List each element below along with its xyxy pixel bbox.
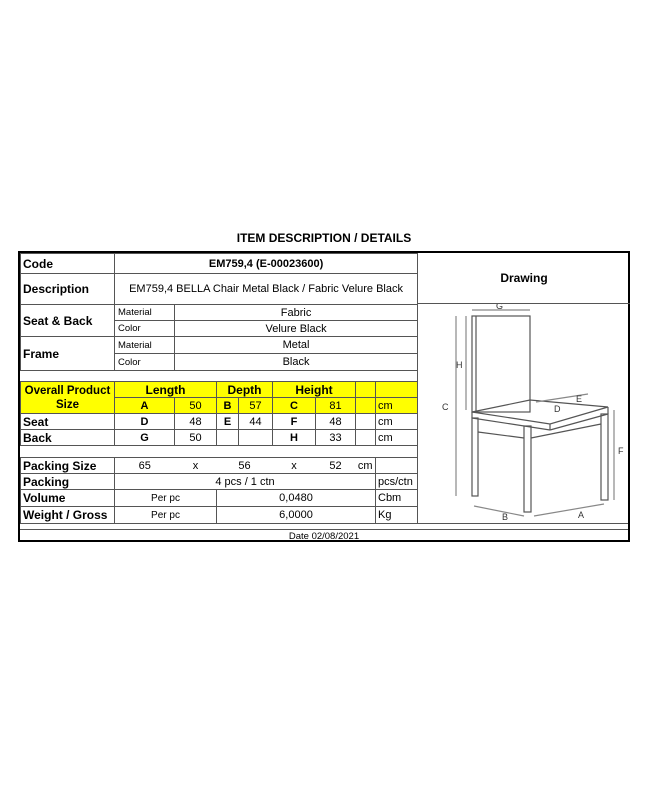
dim-c-letter: C [273,398,316,414]
packing-size-x2: x [273,458,316,474]
dim-d-letter: D [115,414,175,430]
packing-size-label: Packing Size [21,458,115,474]
back-unit: cm [376,430,418,446]
packing-unit: pcs/ctn [376,474,418,490]
spacer-row-2 [21,446,418,458]
frame-material-row [21,337,418,354]
dim-b-letter: B [217,398,239,414]
chair-leg [472,418,478,496]
dim-h-letter: H [273,430,316,446]
weight-unit: Kg [376,507,418,524]
packing-value: 4 pcs / 1 ctn [115,474,376,490]
frame-color: Black [175,354,418,371]
dim-e-letter: E [217,414,239,430]
drawing-panel [417,253,630,523]
seat-back-material-row [21,305,418,321]
packing-size-h: 52 [316,458,356,474]
packing-label: Packing [21,474,115,490]
depth-header: Depth [217,382,273,398]
dim-g-letter: G [115,430,175,446]
height-header: Height [273,382,356,398]
back-label: Back [21,430,115,446]
label-h: H [456,360,463,370]
back-row [21,430,418,446]
volume-per: Per pc [115,490,217,507]
label-d: D [554,404,561,414]
dim-f-letter: F [273,414,316,430]
weight-label: Weight / Gross [21,507,115,524]
description-row [21,274,418,305]
overall-label: Overall Product Size [21,382,115,414]
drawing-header: Drawing [418,253,630,304]
overall-header-row [21,382,418,398]
date-footer: Date 02/08/2021 [20,529,628,543]
dim-a-letter: A [115,398,175,414]
weight-value: 6,0000 [217,507,376,524]
chair-leg [601,414,608,500]
seat-back-color: Velure Black [175,321,418,337]
dim-d-value: 48 [175,414,217,430]
seat-back-color-label: Color [115,321,175,337]
overall-unit: cm [376,398,418,414]
document-title: ITEM DESCRIPTION / DETAILS [236,231,412,245]
label-c: C [442,402,449,412]
dim-e-value: 44 [239,414,273,430]
seat-back-label: Seat & Back [21,305,115,337]
label-g: G [496,304,504,311]
item-sheet [18,251,630,542]
packing-size-l: 65 [115,458,175,474]
volume-label: Volume [21,490,115,507]
weight-row [21,507,418,524]
seat-row [21,414,418,430]
dim-c-value: 81 [316,398,356,414]
volume-unit: Cbm [376,490,418,507]
chair-leg [524,426,531,512]
details-table [20,253,418,524]
volume-row [21,490,418,507]
packing-size-unit: cm [356,458,376,474]
seat-label: Seat [21,414,115,430]
seat-back-material: Fabric [175,305,418,321]
weight-per: Per pc [115,507,217,524]
seat-back-material-label: Material [115,305,175,321]
dim-f-value: 48 [316,414,356,430]
label-f: F [618,446,624,456]
label-a: A [578,510,585,520]
label-b: B [502,512,509,522]
chair-backrest [472,316,530,412]
packing-row [21,474,418,490]
dim-g-value: 50 [175,430,217,446]
volume-value: 0,0480 [217,490,376,507]
seat-unit: cm [376,414,418,430]
dim-h-value: 33 [316,430,356,446]
packing-size-w: 56 [217,458,273,474]
spacer-row [21,371,418,382]
dim-a-value: 50 [175,398,217,414]
code-label: Code [21,254,115,274]
frame-material-label: Material [115,337,175,354]
description-label: Description [21,274,115,305]
frame-label: Frame [21,337,115,371]
chair-drawing [418,304,630,522]
description-value: EM759,4 BELLA Chair Metal Black / Fabric Velure Black [115,274,418,305]
frame-material: Metal [175,337,418,354]
label-e: E [576,394,583,404]
code-value: EM759,4 (E-00023600) [115,254,418,274]
frame-color-label: Color [115,354,175,371]
packing-size-x1: x [175,458,217,474]
dim-b-value: 57 [239,398,273,414]
code-row [21,254,418,274]
packing-size-row [21,458,418,474]
length-header: Length [115,382,217,398]
